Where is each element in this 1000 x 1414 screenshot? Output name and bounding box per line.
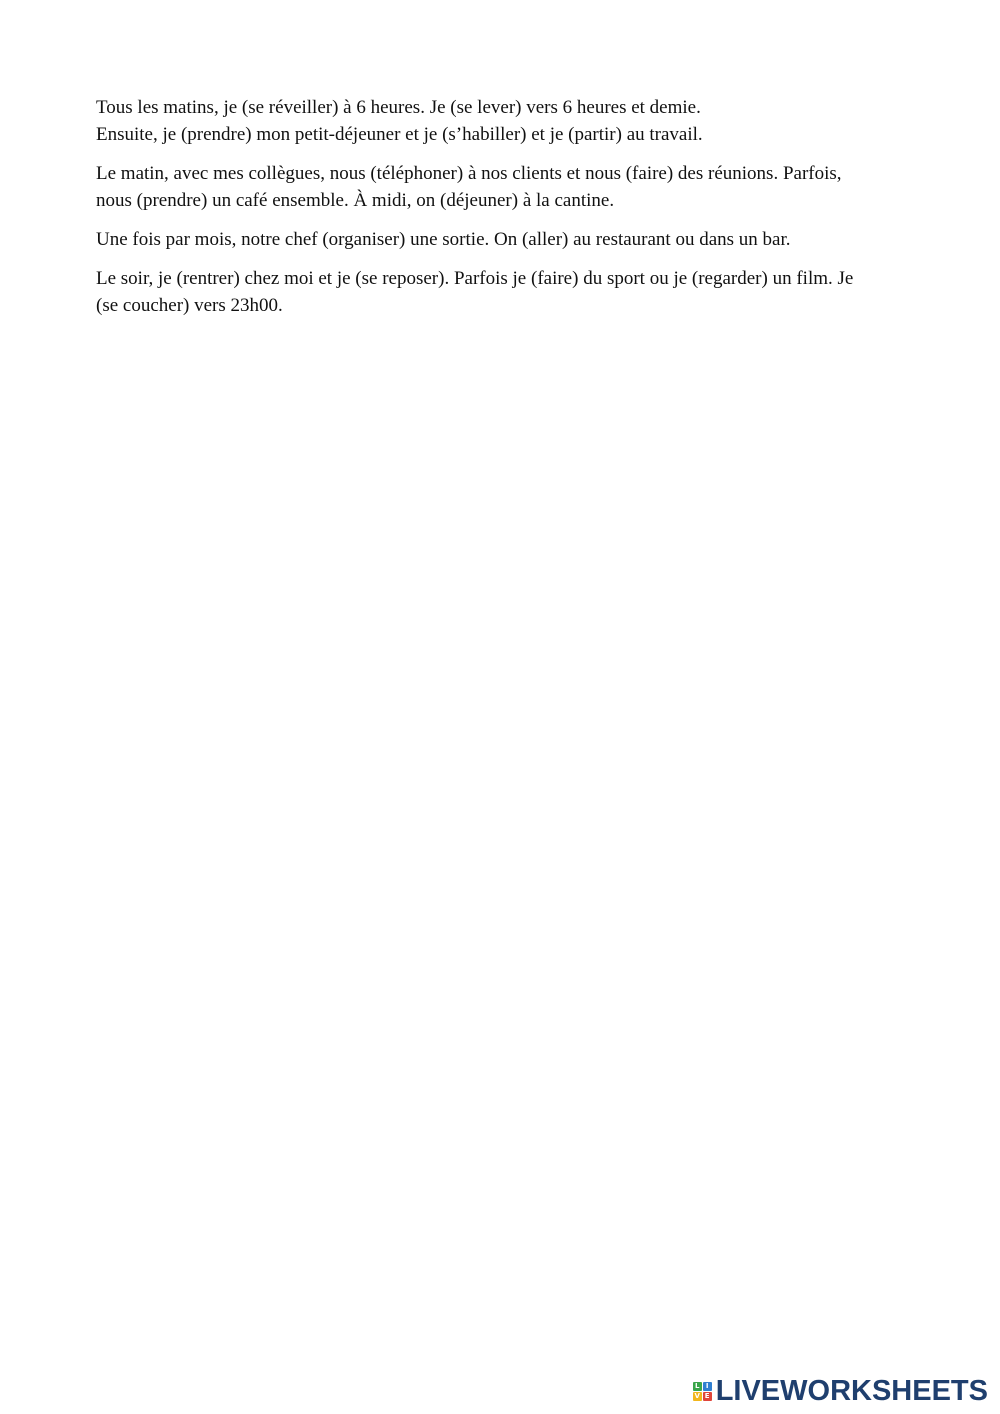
paragraph-morning-routine [96, 94, 916, 148]
text-line: Tous les matins, je (se réveiller) à 6 heures. Je (se lever) vers 6 heures et demie. [96, 97, 701, 118]
text-line: Le matin, avec mes collègues, nous (téléphoner) à nos clients et nous (faire) des réunions. Parfois, [96, 163, 842, 184]
logo-wordmark: LIVEWORKSHEETS [715, 1375, 988, 1407]
text-line: Le soir, je (rentrer) chez moi et je (se reposer). Parfois je (faire) du sport ou je (regarder) un film. Je [96, 268, 854, 289]
logo-mark-icon [693, 1382, 712, 1401]
worksheet-text [96, 94, 916, 331]
logo-mark-letter: L [693, 1382, 702, 1391]
text-line: nous (prendre) un café ensemble. À midi, on (déjeuner) à la cantine. [96, 190, 615, 211]
text-line: (se coucher) vers 23h00. [96, 295, 283, 316]
logo-mark-letter: E [703, 1392, 712, 1401]
logo-mark-letter: I [703, 1382, 712, 1391]
liveworksheets-logo [693, 1376, 988, 1406]
paragraph-monthly-outing [96, 226, 916, 253]
text-line: Ensuite, je (prendre) mon petit-déjeuner et je (s’habiller) et je (partir) au travail. [96, 124, 703, 145]
paragraph-evening-routine [96, 265, 916, 319]
text-line: Une fois par mois, notre chef (organiser) une sortie. On (aller) au restaurant ou dans un bar. [96, 229, 791, 250]
paragraph-work-morning [96, 160, 916, 214]
logo-mark-letter: V [694, 1391, 700, 1400]
